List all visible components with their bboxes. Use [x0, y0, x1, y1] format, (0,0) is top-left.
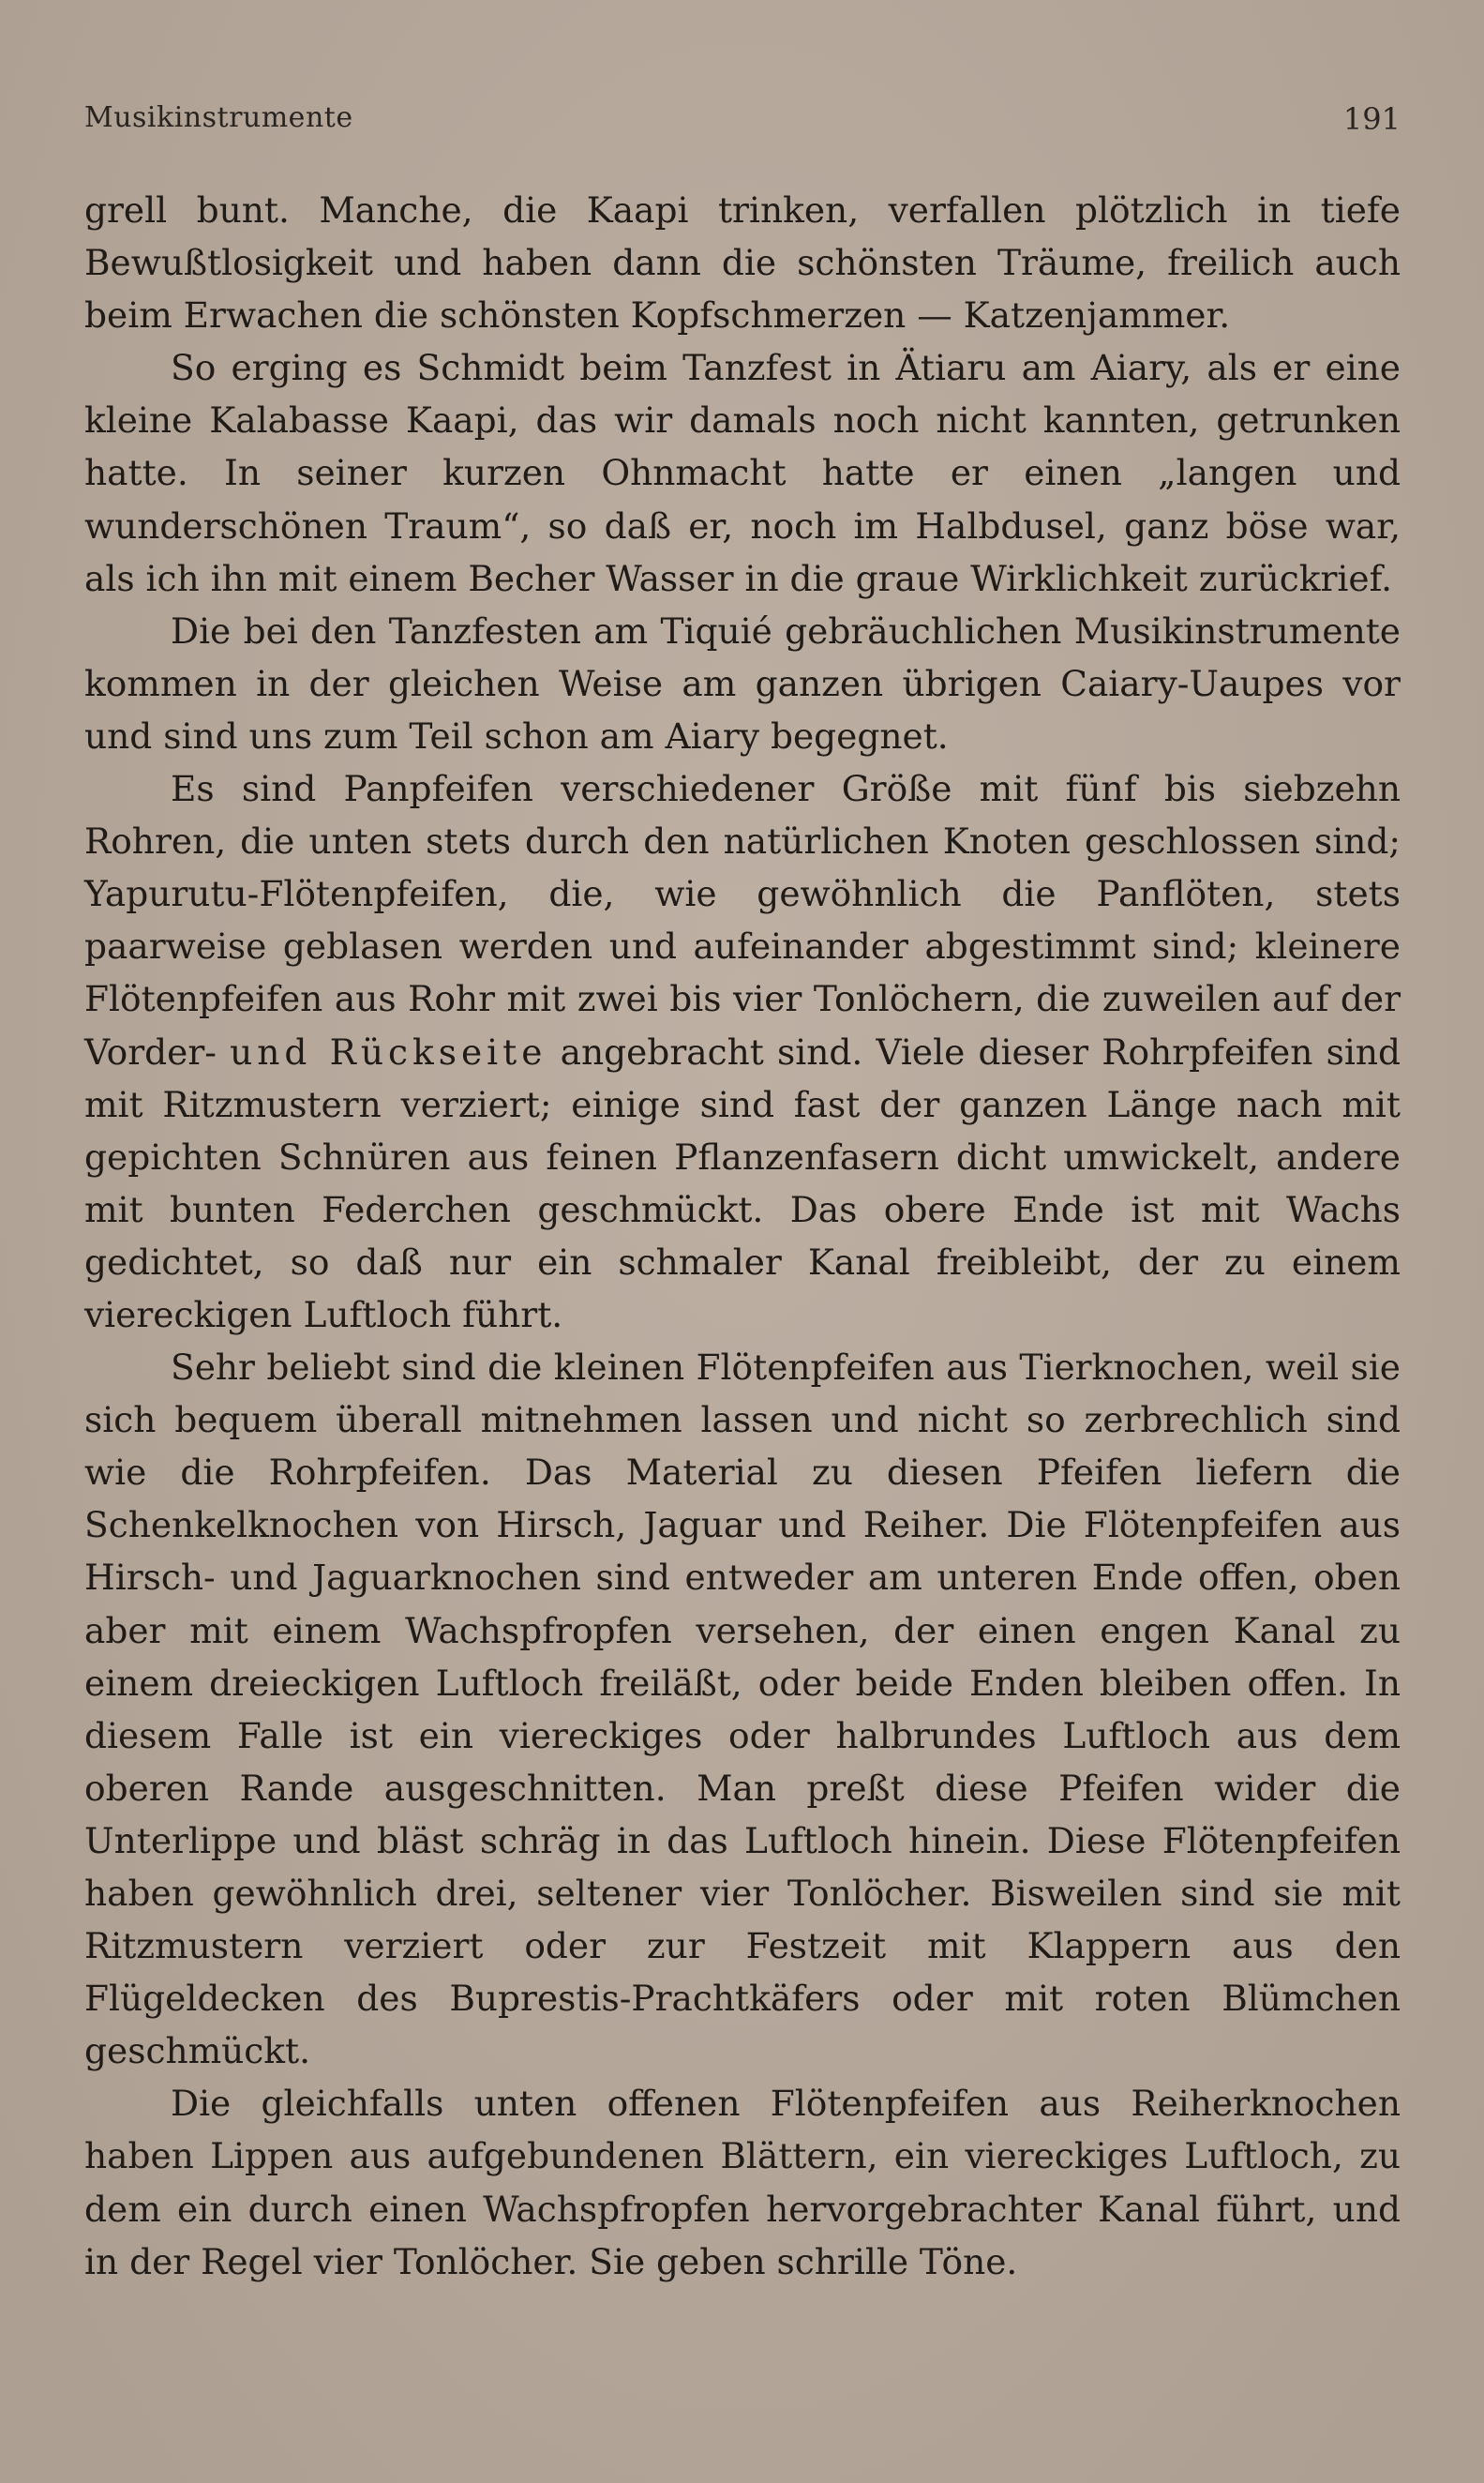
paragraph-3: Die bei den Tanzfesten am Tiquié gebräuchlichen Musikinstrumente kommen in der gleichen Weise am ganzen übrigen Caiary-Uaupes vor und sind uns zum Teil schon am Aiary begegnet.	[84, 609, 1401, 757]
paragraph-6: Die gleichfalls unten offenen Flötenpfeifen aus Reiherknochen haben Lippen aus aufgebundenen Blättern, ein viereckiges Luftloch, zu dem ein durch einen Wachspfropfen hervorgebrachter Kanal führt, und in der Regel vier Tonlöcher. Sie geben schrille Töne.	[84, 2083, 1401, 2282]
paragraph-5: Sehr beliebt sind die kleinen Flötenpfeifen aus Tierknochen, weil sie sich bequem überall mitnehmen lassen und nicht so zerbrechlich sind wie die Rohrpfeifen. Das Material zu diesen Pfeifen liefern die Schenkelknochen von Hirsch, Jaguar und Reiher. Die Flötenpfeifen aus Hirsch- und Jaguarknochen sind entweder am unteren Ende offen, oben aber mit einem Wachspfropfen versehen, der einen engen Kanal zu einem dreieckigen Luftloch freiläßt, oder beide Enden bleiben offen. In diesem Falle ist ein viereckiges oder halbrundes Luftloch aus dem oberen Rande ausgeschnitten. Man preßt diese Pfeifen wider die Unterlippe und bläst schräg in das Luftloch hinein. Diese Flötenpfeifen haben gewöhnlich drei, seltener vier Tonlöcher. Bisweilen sind sie mit Ritzmustern verziert oder zur Festzeit mit Klappern aus den Flügeldecken des Buprestis-Prachtkäfers oder mit roten Blümchen geschmückt.	[84, 1347, 1401, 2072]
paragraph-4-part-1: Es sind Panpfeifen verschiedener Größe mit fünf bis siebzehn Rohren, die unten stets durch den natürlichen Knoten geschlossen sind; Yapurutu-Flötenpfeifen, die, wie gewöhnlich die Panflöten, stets paarweise geblasen werden und aufeinander abgestimmt sind; kleinere Flötenpfeifen aus Rohr mit zwei bis vier Tonlöchern, die zuweilen auf der Vorder-	[84, 768, 1401, 1073]
paragraph-4	[84, 762, 1401, 1341]
page-header	[84, 101, 1401, 139]
body-text	[84, 184, 1401, 2288]
paragraph-1: grell bunt. Manche, die Kaapi trinken, verfallen plötzlich in tiefe Bewußtlosigkeit und haben dann die schönsten Träume, freilich auch beim Erwachen die schönsten Kopfschmerzen — Katzenjammer.	[84, 189, 1401, 337]
paragraph-4-part-2: angebracht sind. Viele dieser Rohrpfeifen sind mit Ritzmustern verziert; einige sind fast der ganzen Länge nach mit gepichten Schnüren aus feinen Pflanzenfasern dicht umwickelt, andere mit bunten Federchen geschmückt. Das obere Ende ist mit Wachs gedichtet, so daß nur ein schmaler Kanal freibleibt, der zu einem viereckigen Luftloch führt.	[84, 1031, 1401, 1335]
running-title: Musikinstrumente	[84, 101, 353, 134]
paragraph-4-spaced-phrase: und Rückseite	[230, 1031, 547, 1073]
paragraph-2: So erging es Schmidt beim Tanzfest in Ätiaru am Aiary, als er eine kleine Kalabasse Kaapi, das wir damals noch nicht kannten, getrunken hatte. In seiner kurzen Ohnmacht hatte er einen „langen und wunderschönen Traum“, so daß er, noch im Halbdusel, ganz böse war, als ich ihn mit einem Becher Wasser in die graue Wirklichkeit zurückrief.	[84, 347, 1401, 599]
page-number: 191	[1342, 101, 1401, 137]
